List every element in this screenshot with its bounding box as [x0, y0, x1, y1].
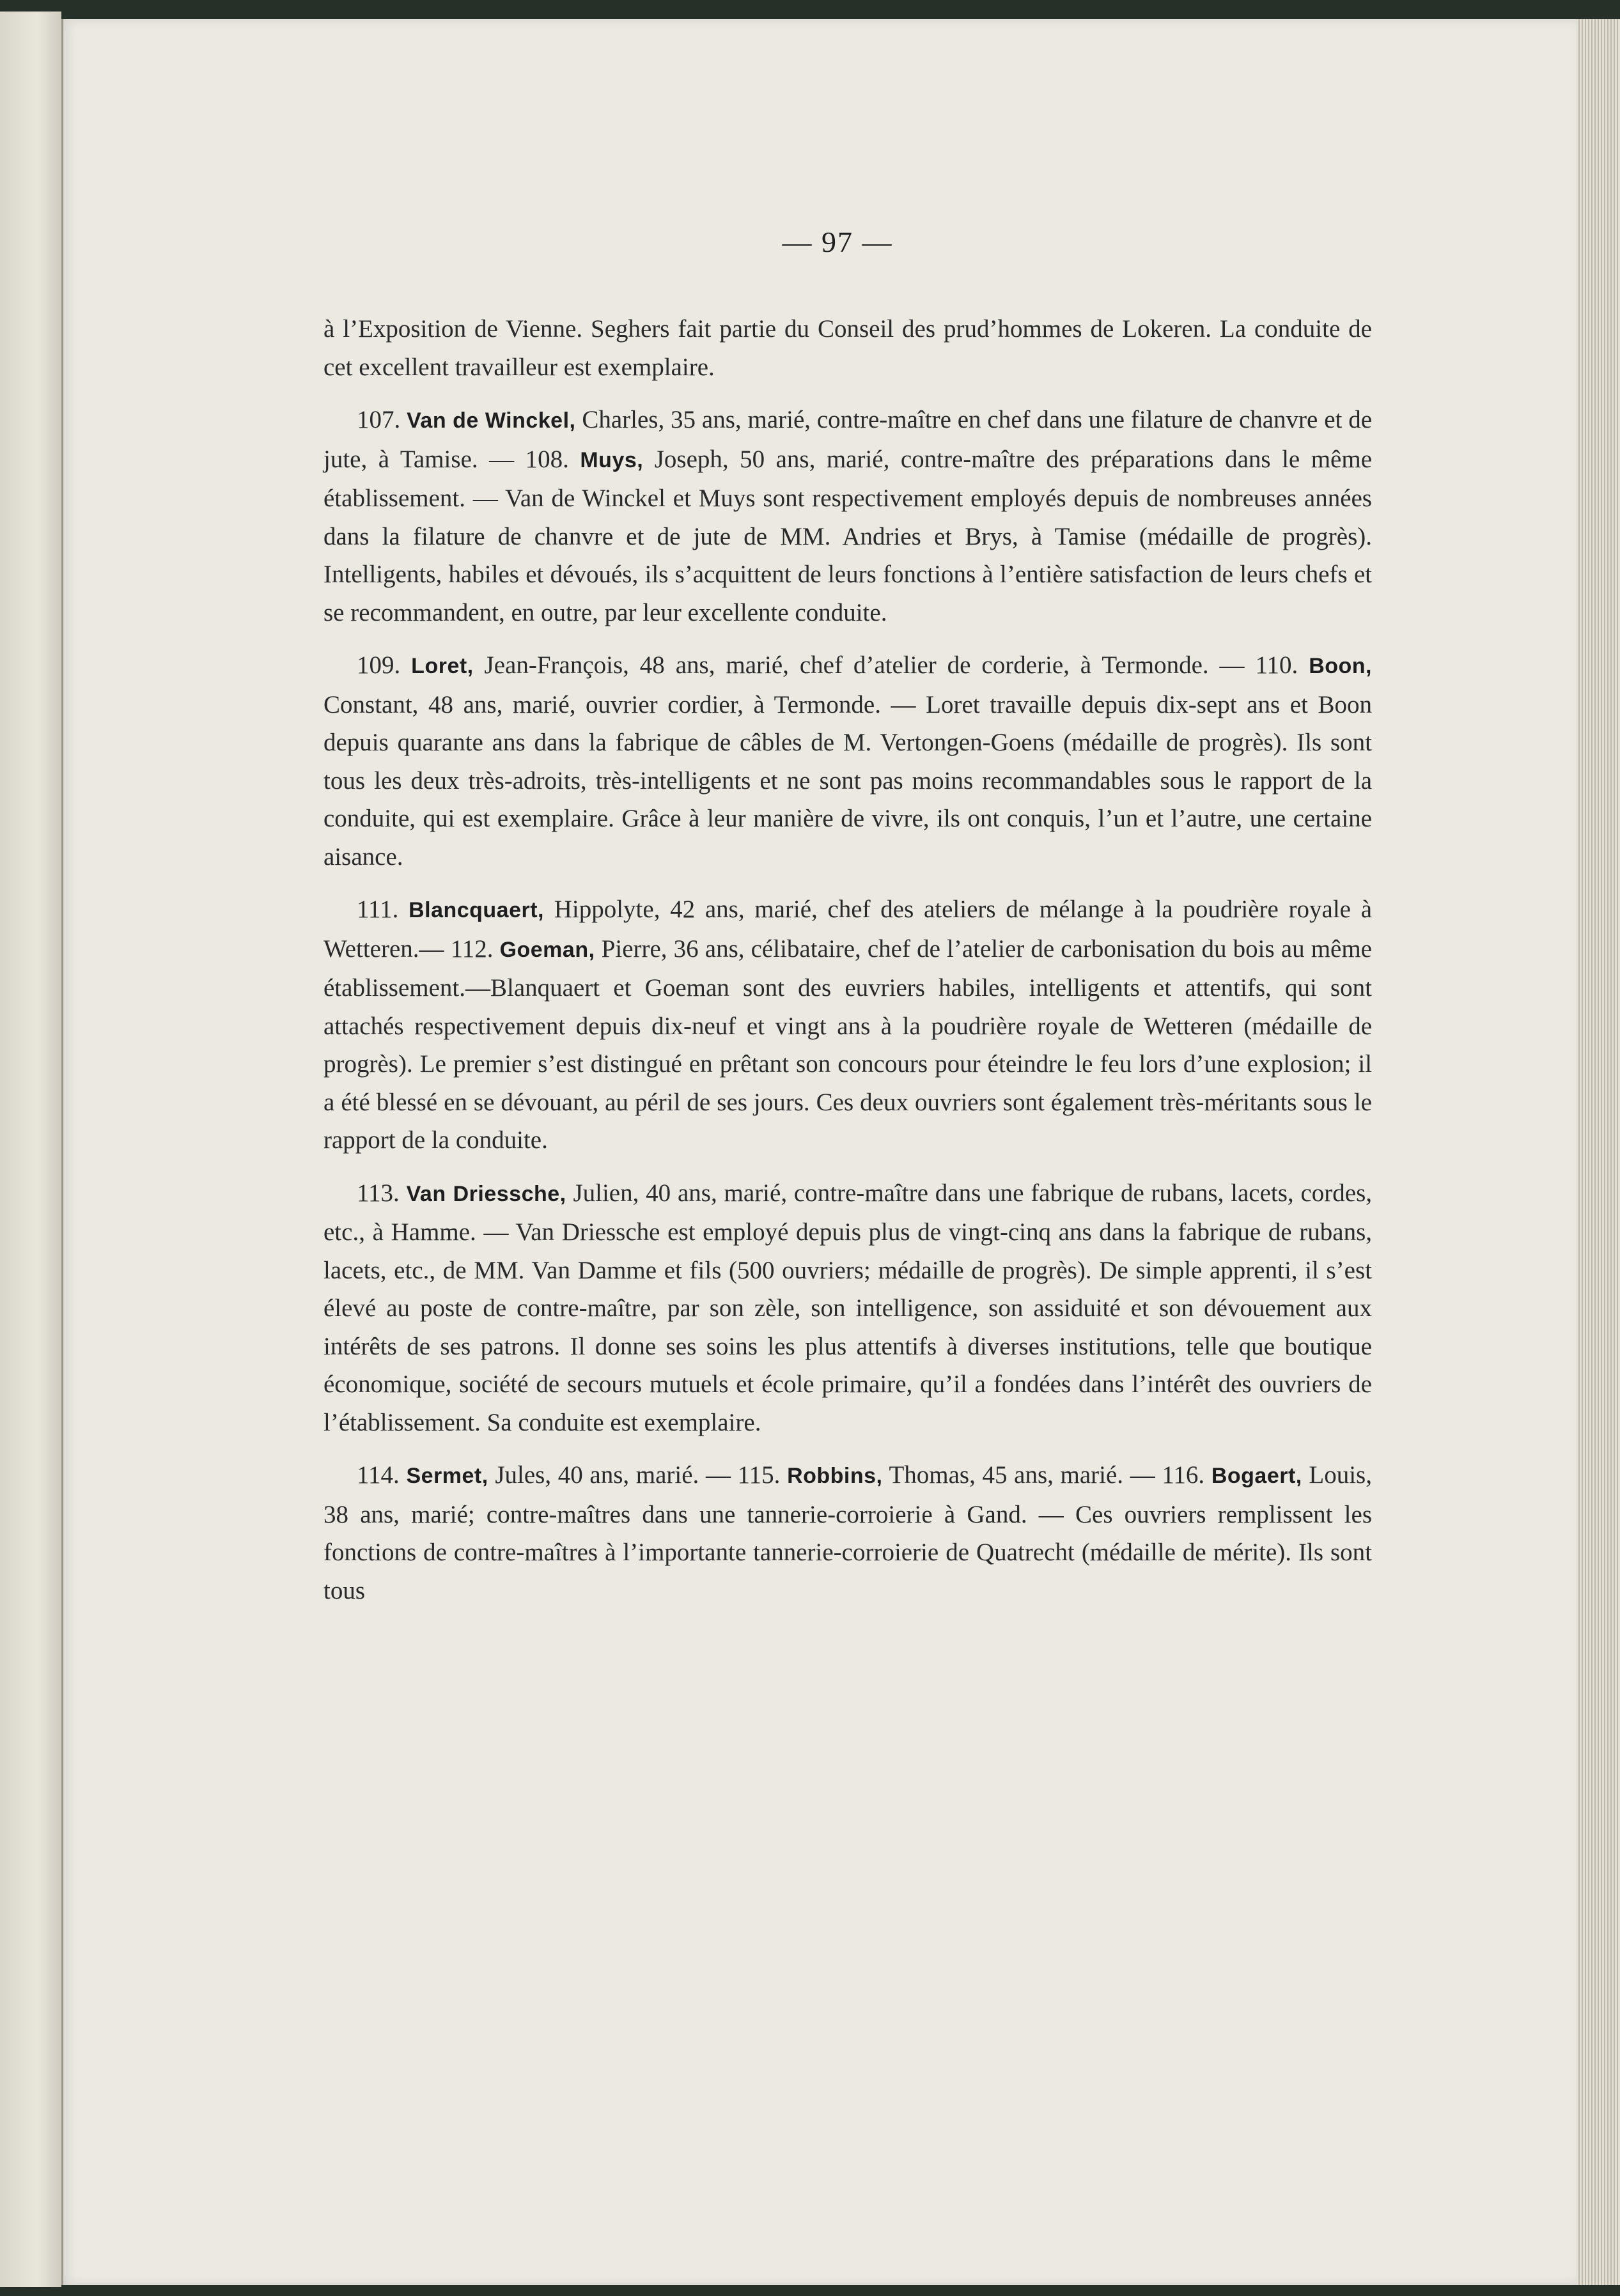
paragraph-text: 107.	[357, 406, 407, 433]
person-name: Loret,	[411, 654, 474, 678]
page-number: — 97 —	[782, 226, 893, 258]
paragraph-text: 114.	[357, 1461, 407, 1489]
gutter	[61, 19, 63, 2285]
paragraph-text: à l’Exposition de Vienne. Seghers fait partie du Conseil des prud’hommes de Lokeren. La conduite de cet excellent travailleur est exemplaire.	[323, 315, 1372, 381]
paragraph-text: Charles, 35 ans, marié, contre-maître en chef dans une filature de chanvre et de jute, à Tamise. — 108.	[323, 406, 1373, 473]
paragraph	[323, 1456, 1372, 1610]
person-name: Blancquaert,	[409, 898, 545, 922]
person-name: Muys,	[580, 447, 644, 472]
paragraph	[323, 646, 1372, 876]
person-name: Van de Winckel,	[407, 408, 576, 433]
person-name: Bogaert,	[1211, 1464, 1302, 1488]
body-text	[323, 310, 1372, 1624]
person-name: Robbins,	[787, 1464, 883, 1488]
person-name: Goeman,	[499, 937, 595, 962]
paragraph-text: 113.	[357, 1179, 407, 1207]
paragraph-text: Joseph, 50 ans, marié, contre-maître des préparations dans le même établissement. — Van de Winckel et Muys sont respectivement employés depuis de nombreuses années dans la filature de chanvre et de jute de MM. Andries et Brys, à Tamise (médaille de progrès). Intelligents, habiles et dévoués, ils s’acquittent de leurs fonctions à l’entière satisfaction de leurs chefs et se recommandent, en outre, par leur excellente conduite.	[323, 445, 1373, 626]
paragraph	[323, 890, 1372, 1160]
paragraph-text: Pierre, 36 ans, célibataire, chef de l’atelier de carbonisation du bois au même établissement.—Blanquaert et Goeman sont des euvriers habiles, intelligents et attentifs, qui sont attachés respectivement depuis dix-neuf et vingt ans à la poudrière royale de Wetteren (médaille de progrès). Le premier s’est distingué en prêtant son concours pour éteindre le feu lors d’une explosion; il a été blessé en se dévouant, au péril de ses jours. Ces deux ouvriers sont également très-méritants sous le rapport de la conduite.	[323, 935, 1372, 1154]
paragraph	[323, 1174, 1372, 1442]
paragraph-text: 111.	[357, 896, 409, 923]
person-name: Van Driessche,	[406, 1181, 566, 1206]
facing-page-edge	[0, 12, 61, 2287]
person-name: Boon,	[1309, 654, 1372, 678]
page-stack-edge	[1577, 19, 1620, 2285]
person-name: Sermet,	[406, 1464, 488, 1488]
paragraph-text: Jean-François, 48 ans, marié, chef d’atelier de corderie, à Termonde. — 110.	[473, 651, 1309, 679]
paragraph-text: Thomas, 45 ans, marié. — 116.	[882, 1461, 1211, 1489]
paragraph-text: Julien, 40 ans, marié, contre-maître dans une fabrique de rubans, lacets, cordes, etc., à Hamme. — Van Driessche est employé depuis plus de vingt-cinq ans dans la fabrique de rubans, lacets, etc., de MM. Van Damme et fils (500 ouvriers; médaille de progrès). De simple apprenti, il s’est élevé au poste de contre-maître, par son zèle, son intelligence, son assiduité et son dévouement aux intérêts de ses patrons. Il donne ses soins les plus attentifs à diverses institutions, telle que boutique économique, société de secours mutuels et école primaire, qu’il a fondées dans l’intérêt des ouvriers de l’établissement. Sa conduite est exemplaire.	[323, 1179, 1372, 1436]
paragraph	[323, 310, 1372, 386]
paragraph-text: Louis, 38 ans, marié; contre-maîtres dans une tannerie-corroierie à Gand. — Ces ouvriers remplissent les fonctions de contre-maîtres à l’importante tannerie-corroierie de Quatrecht (médaille de mérite). Ils sont tous	[323, 1461, 1372, 1604]
paragraph-text: 109.	[357, 651, 412, 679]
paragraph-text: Jules, 40 ans, marié. — 115.	[488, 1461, 788, 1489]
paragraph-text: Constant, 48 ans, marié, ouvrier cordier, à Termonde. — Loret travaille depuis dix-sept ans et Boon depuis quarante ans dans la fabrique de câbles de M. Vertongen-Goens (médaille de progrès). Ils sont tous les deux très-adroits, très-intelligents et ne sont pas moins recommandables sous le rapport de la conduite, qui est exemplaire. Grâce à leur manière de vivre, ils ont conquis, l’un et l’autre, une certaine aisance.	[323, 690, 1372, 871]
paragraph	[323, 401, 1372, 632]
paragraph-text: Hippolyte, 42 ans, marié, chef des ateliers de mélange à la poudrière royale à Wetteren.— 112.	[323, 896, 1372, 963]
